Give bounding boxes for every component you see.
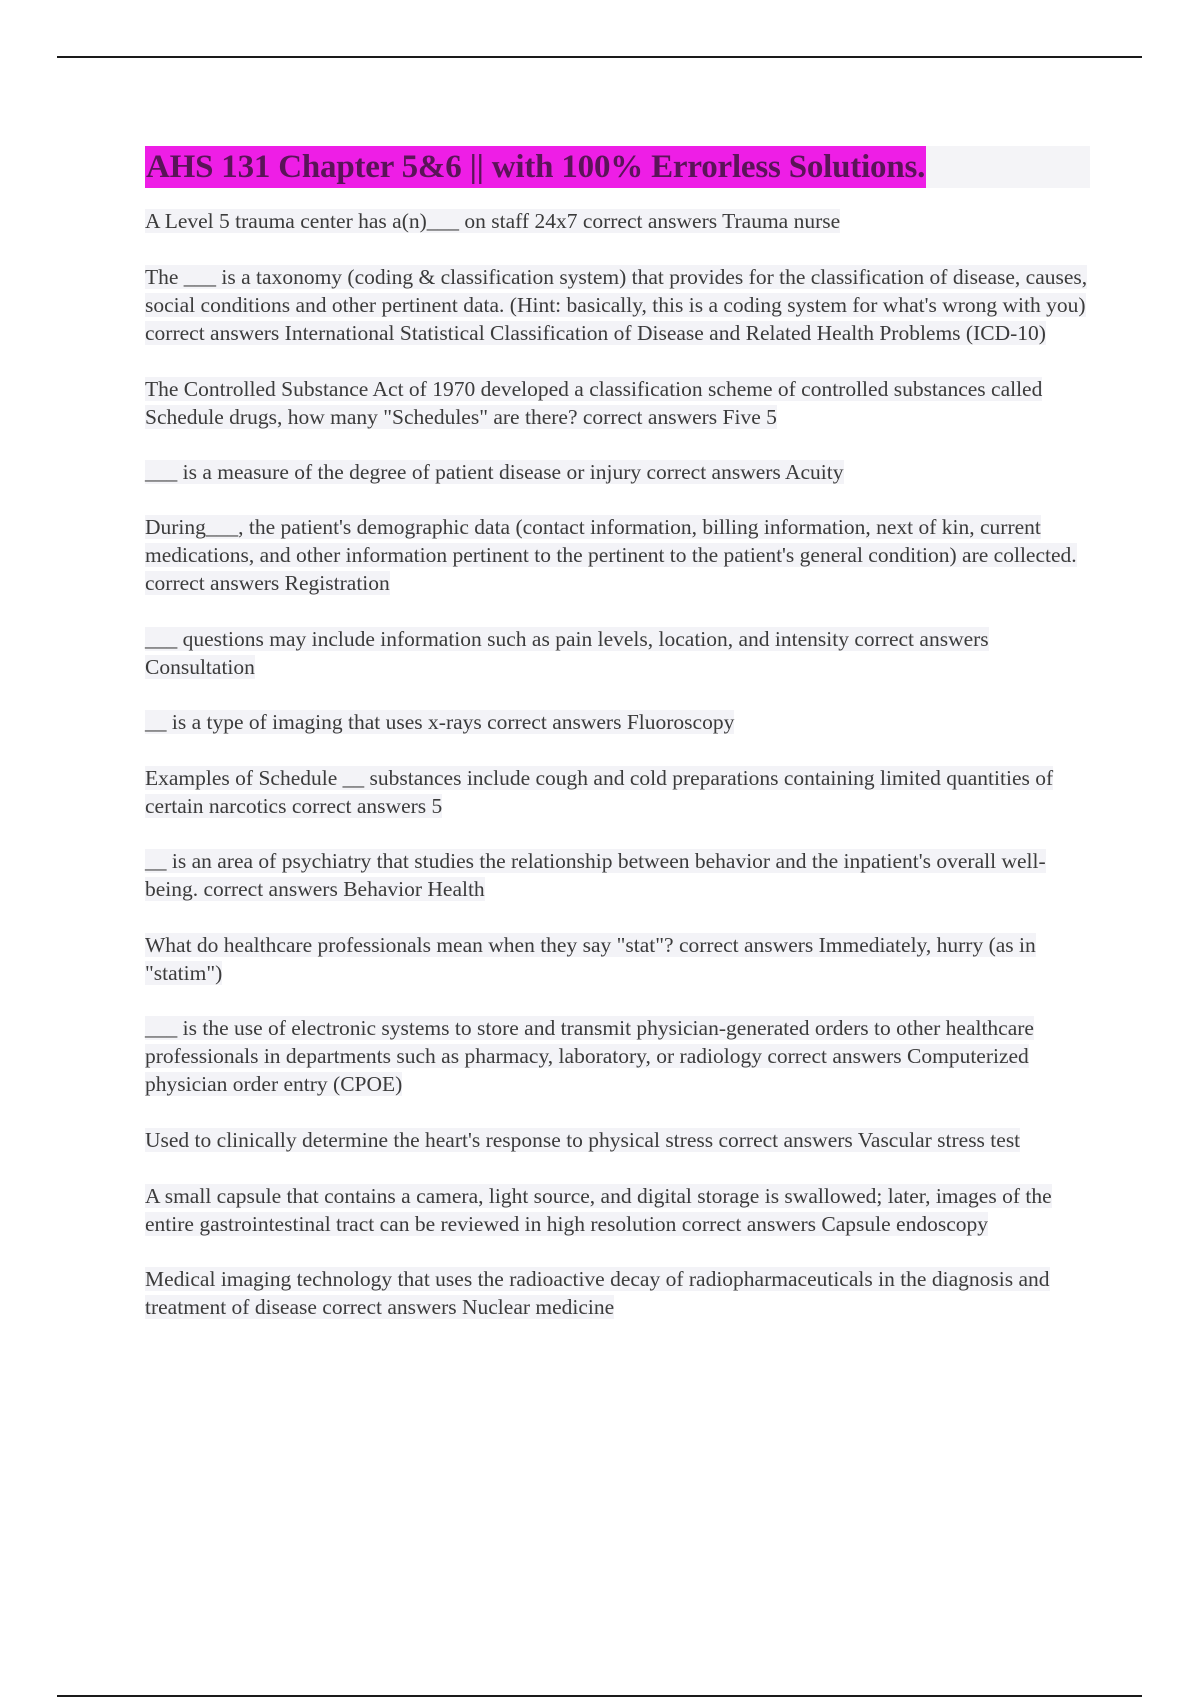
qa-entry-9: __ is an area of psychiatry that studies the relationship between behavior and the inpatient's overall well-being. correct answers Behavior Health bbox=[145, 849, 1046, 901]
qa-entry-13: A small capsule that contains a camera, light source, and digital storage is swallowed; later, images of the entire gastrointestinal tract can be reviewed in high resolution correct answers Capsule endoscopy bbox=[145, 1184, 1052, 1236]
document-title: AHS 131 Chapter 5&6 || with 100% Errorless Solutions. bbox=[145, 146, 926, 188]
qa-entry-4: ___ is a measure of the degree of patient disease or injury correct answers Acuity bbox=[145, 460, 844, 484]
page-top-rule bbox=[57, 56, 1142, 58]
title-row bbox=[145, 146, 1090, 188]
qa-entry-8: Examples of Schedule __ substances include cough and cold preparations containing limited quantities of certain narcotics correct answers 5 bbox=[145, 766, 1054, 818]
page-bottom-rule bbox=[57, 1695, 1142, 1697]
qa-entry-10: What do healthcare professionals mean when they say "stat"? correct answers Immediately, hurry (as in "statim") bbox=[145, 933, 1036, 985]
qa-entry-7: __ is a type of imaging that uses x-rays correct answers Fluoroscopy bbox=[145, 710, 735, 734]
qa-entry-14: Medical imaging technology that uses the radioactive decay of radiopharmaceuticals in the diagnosis and treatment of disease correct answers Nuclear medicine bbox=[145, 1267, 1050, 1319]
document-body bbox=[145, 146, 1090, 1321]
qa-entry-11: ___ is the use of electronic systems to store and transmit physician-generated orders to other healthcare professionals in departments such as pharmacy, laboratory, or radiology correct answers Computerized physician order entry (CPOE) bbox=[145, 1016, 1034, 1096]
qa-entry-1: A Level 5 trauma center has a(n)___ on staff 24x7 correct answers Trauma nurse bbox=[145, 209, 841, 233]
qa-entry-2: The ___ is a taxonomy (coding & classification system) that provides for the classification of disease, causes, social conditions and other pertinent data. (Hint: basically, this is a coding system for what's wrong with you) correct answers International Statistical Classification of Disease and Related Health Problems (ICD-10) bbox=[145, 265, 1088, 345]
qa-entry-5: During___, the patient's demographic data (contact information, billing information, next of kin, current medications, and other information pertinent to the pertinent to the patient's general condition) are collected. correct answers Registration bbox=[145, 515, 1077, 595]
qa-entry-6: ___ questions may include information such as pain levels, location, and intensity correct answers Consultation bbox=[145, 627, 989, 679]
qa-entry-12: Used to clinically determine the heart's response to physical stress correct answers Vascular stress test bbox=[145, 1128, 1021, 1152]
qa-entry-3: The Controlled Substance Act of 1970 developed a classification scheme of controlled substances called Schedule drugs, how many "Schedules" are there? correct answers Five 5 bbox=[145, 377, 1043, 429]
